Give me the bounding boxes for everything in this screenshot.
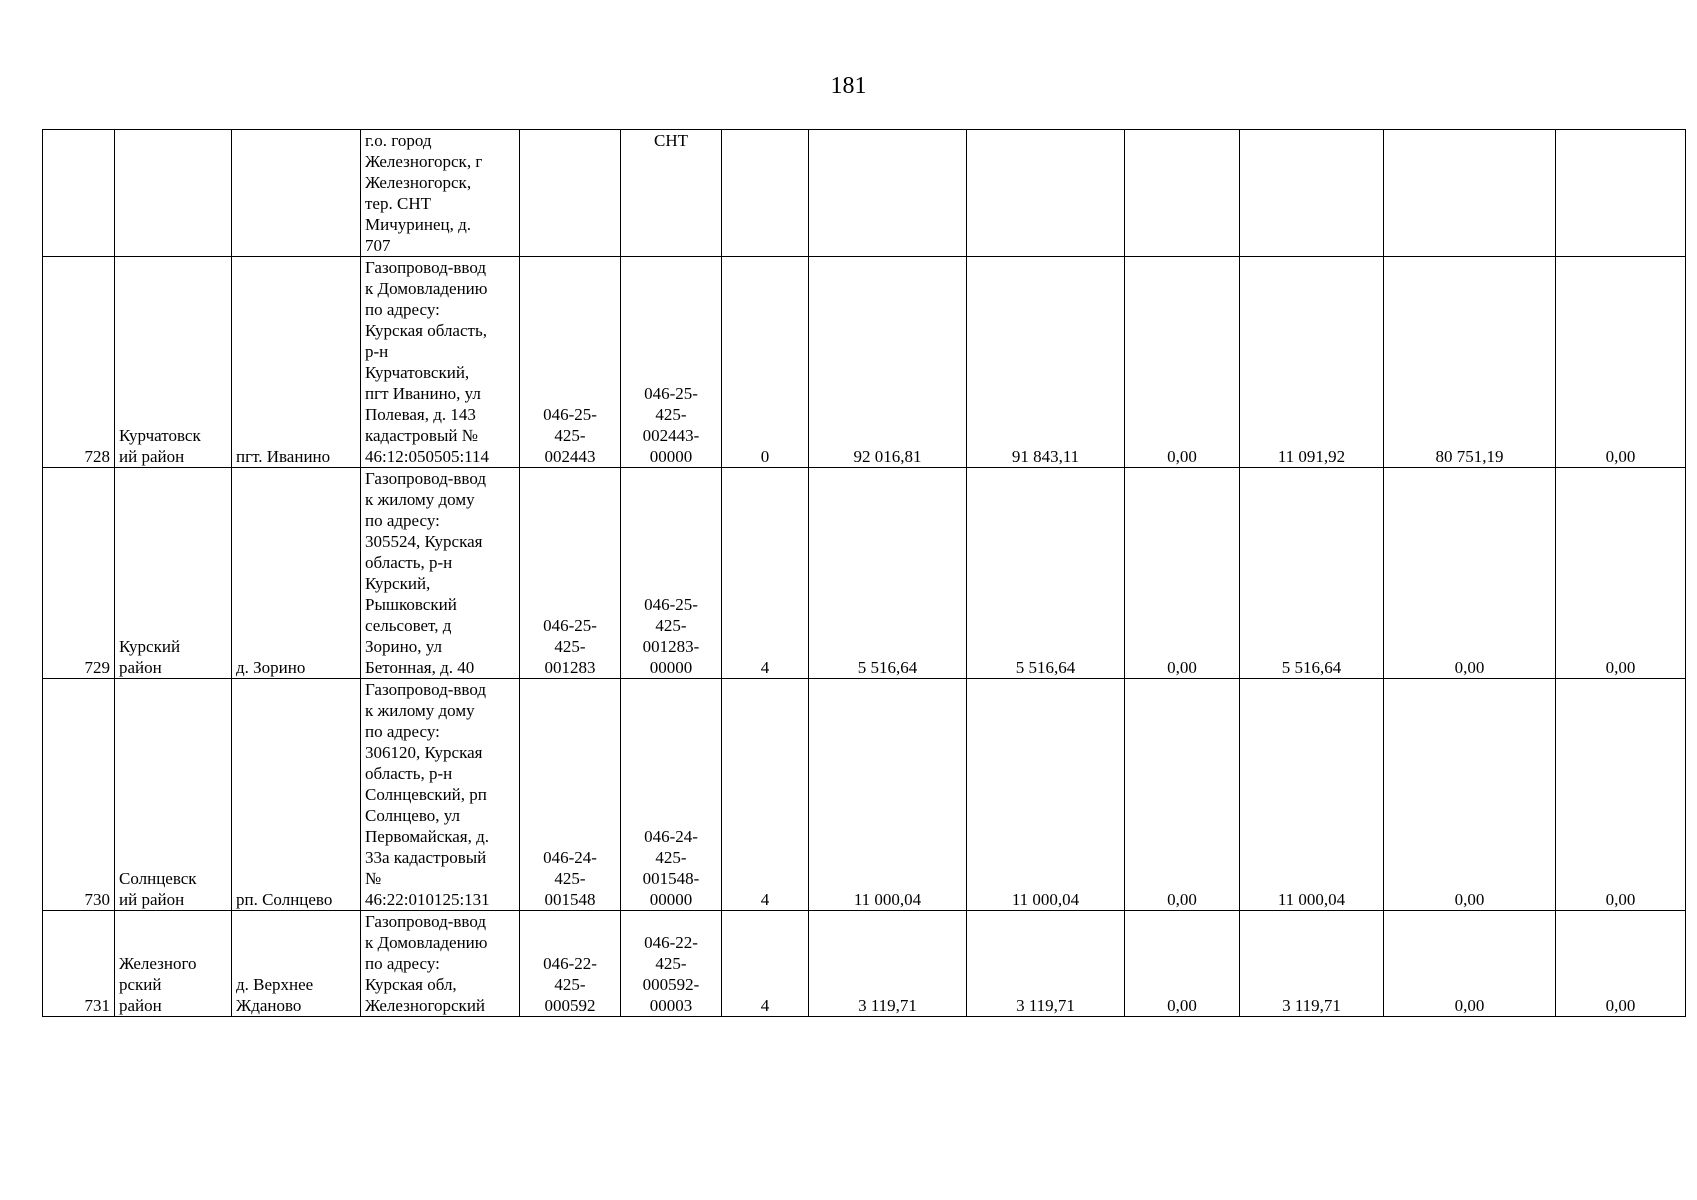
value-cell-7-text: 4 — [760, 890, 770, 909]
value-cell-11-text: 11 091,92 — [1277, 447, 1346, 466]
value-cell-8 — [809, 679, 967, 911]
inventory-code-cell — [621, 130, 722, 257]
value-cell-11-text: 11 000,04 — [1277, 890, 1346, 909]
value-cell-9-text: 91 843,11 — [1011, 447, 1080, 466]
value-cell-12-text: 80 751,19 — [1435, 447, 1504, 466]
row-number-cell — [43, 911, 115, 1017]
inventory-code-cell — [621, 468, 722, 679]
settlement-cell — [232, 468, 361, 679]
value-cell-13 — [1556, 257, 1686, 468]
value-cell-7-text: 4 — [760, 658, 770, 677]
value-cell-11-text: 3 119,71 — [1282, 996, 1341, 1015]
value-cell-10-text: 0,00 — [1167, 996, 1197, 1015]
object-description-cell — [361, 911, 520, 1017]
value-cell-13-text: 0,00 — [1605, 996, 1636, 1015]
settlement-cell-text: рп. Солнцево — [236, 890, 333, 909]
district-cell-text: Солнцевск ий район — [119, 869, 197, 909]
object-description-cell — [361, 679, 520, 911]
value-cell-13-text: 0,00 — [1605, 890, 1636, 909]
value-cell-8 — [809, 257, 967, 468]
settlement-cell — [232, 911, 361, 1017]
value-cell-12-text: 0,00 — [1454, 890, 1485, 909]
object-code-cell — [520, 679, 621, 911]
row-number-cell-text: 729 — [84, 658, 110, 677]
district-cell-text: Курский район — [119, 637, 181, 677]
value-cell-13 — [1556, 911, 1686, 1017]
page-number: 181 — [830, 73, 867, 99]
district-cell-text: Курчатовск ий район — [119, 426, 201, 466]
value-cell-7 — [722, 911, 809, 1017]
object-description-cell-text: Газопровод-ввод к Домовладению по адресу: Курская область, р-н Курчатовский, пгт Иванино, ул Полевая, д. 143 кадастровый № 46:12:050505:114 — [365, 258, 490, 466]
settlement-cell-text: пгт. Иванино — [236, 447, 331, 466]
value-cell-10-text: 0,00 — [1167, 890, 1197, 909]
value-cell-12 — [1384, 468, 1556, 679]
row-number-cell — [43, 130, 115, 257]
value-cell-8 — [809, 130, 967, 257]
value-cell-11 — [1240, 468, 1384, 679]
value-cell-10 — [1125, 257, 1240, 468]
district-cell — [115, 911, 232, 1017]
inventory-code-cell-text: 046-25- 425- 001283- 00000 — [642, 595, 700, 677]
value-cell-11 — [1240, 257, 1384, 468]
value-cell-9 — [967, 130, 1125, 257]
row-number-cell — [43, 468, 115, 679]
value-cell-8 — [809, 468, 967, 679]
value-cell-10 — [1125, 911, 1240, 1017]
value-cell-11-text: 5 516,64 — [1281, 658, 1342, 677]
value-cell-9-text: 5 516,64 — [1015, 658, 1076, 677]
value-cell-9 — [967, 468, 1125, 679]
value-cell-12-text: 0,00 — [1454, 658, 1485, 677]
object-description-cell — [361, 257, 520, 468]
inventory-code-cell-text: 046-25- 425- 002443- 00000 — [642, 384, 700, 466]
table-row — [43, 257, 1686, 468]
object-description-cell-text: Газопровод-ввод к жилому дому по адресу: 305524, Курская область, р-н Курский, Рышковский сельсовет, д Зорино, ул Бетонная, д. 40 — [365, 469, 486, 677]
inventory-code-cell — [621, 257, 722, 468]
value-cell-10 — [1125, 130, 1240, 257]
object-code-cell-text: 046-25- 425- 002443 — [543, 405, 597, 466]
row-number-cell-text: 730 — [84, 890, 110, 909]
value-cell-11 — [1240, 130, 1384, 257]
inventory-code-cell-text: 046-24- 425- 001548- 00000 — [642, 827, 700, 909]
district-cell — [115, 257, 232, 468]
object-code-cell-text: 046-25- 425- 001283 — [543, 616, 597, 677]
row-number-cell-text: 728 — [84, 447, 110, 466]
value-cell-8 — [809, 911, 967, 1017]
value-cell-7 — [722, 468, 809, 679]
value-cell-10-text: 0,00 — [1167, 447, 1197, 466]
settlement-cell — [232, 257, 361, 468]
value-cell-9 — [967, 679, 1125, 911]
value-cell-7-text: 4 — [760, 996, 770, 1015]
value-cell-7 — [722, 679, 809, 911]
inventory-code-cell — [621, 911, 722, 1017]
value-cell-10 — [1125, 679, 1240, 911]
settlement-cell — [232, 679, 361, 911]
value-cell-13 — [1556, 679, 1686, 911]
district-cell-text: Железного рский район — [119, 954, 197, 1015]
value-cell-12 — [1384, 130, 1556, 257]
value-cell-12 — [1384, 257, 1556, 468]
table-row — [43, 130, 1686, 257]
value-cell-13 — [1556, 130, 1686, 257]
settlement-cell-text: д. Верхнее Жданово — [236, 975, 314, 1015]
value-cell-9 — [967, 911, 1125, 1017]
district-cell — [115, 679, 232, 911]
row-number-cell — [43, 679, 115, 911]
value-cell-11 — [1240, 911, 1384, 1017]
object-code-cell-text: 046-24- 425- 001548 — [543, 848, 597, 909]
object-code-cell — [520, 130, 621, 257]
value-cell-12-text: 0,00 — [1454, 996, 1485, 1015]
value-cell-8-text: 92 016,81 — [853, 447, 922, 466]
value-cell-8-text: 11 000,04 — [853, 890, 922, 909]
object-description-cell — [361, 130, 520, 257]
table-row — [43, 911, 1686, 1017]
settlement-cell-text: д. Зорино — [236, 658, 306, 677]
value-cell-7 — [722, 257, 809, 468]
value-cell-11 — [1240, 679, 1384, 911]
object-code-cell — [520, 468, 621, 679]
object-description-cell-text: Газопровод-ввод к Домовладению по адресу: Курская обл, Железногорский — [365, 912, 488, 1015]
object-description-cell-text: Газопровод-ввод к жилому дому по адресу: 306120, Курская область, р-н Солнцевский, рп Солнцево, ул Первомайская, д. 33а кадастровый № 46:22:010125:131 — [365, 680, 490, 909]
value-cell-12 — [1384, 911, 1556, 1017]
district-cell — [115, 468, 232, 679]
value-cell-13-text: 0,00 — [1605, 447, 1636, 466]
object-code-cell — [520, 911, 621, 1017]
value-cell-12 — [1384, 679, 1556, 911]
value-cell-13-text: 0,00 — [1605, 658, 1636, 677]
row-number-cell — [43, 257, 115, 468]
inventory-code-cell-text: СНТ — [654, 131, 688, 150]
settlement-cell — [232, 130, 361, 257]
value-cell-9 — [967, 257, 1125, 468]
table-row — [43, 468, 1686, 679]
object-code-cell — [520, 257, 621, 468]
value-cell-10 — [1125, 468, 1240, 679]
row-number-cell-text: 731 — [84, 996, 110, 1015]
value-cell-8-text: 5 516,64 — [857, 658, 918, 677]
table-body — [43, 130, 1686, 1017]
value-cell-10-text: 0,00 — [1167, 658, 1197, 677]
district-cell — [115, 130, 232, 257]
value-cell-7 — [722, 130, 809, 257]
object-description-cell — [361, 468, 520, 679]
inventory-code-cell — [621, 679, 722, 911]
object-description-cell-text: г.о. город Железногорск, г Железногорск, тер. СНТ Мичуринец, д. 707 — [365, 131, 483, 255]
value-cell-8-text: 3 119,71 — [858, 996, 917, 1015]
table-row — [43, 679, 1686, 911]
value-cell-7-text: 0 — [760, 447, 770, 466]
value-cell-9-text: 11 000,04 — [1011, 890, 1080, 909]
object-code-cell-text: 046-22- 425- 000592 — [543, 954, 597, 1015]
inventory-code-cell-text: 046-22- 425- 000592- 00003 — [642, 933, 700, 1015]
value-cell-9-text: 3 119,71 — [1016, 996, 1075, 1015]
value-cell-13 — [1556, 468, 1686, 679]
data-table — [42, 129, 1686, 1017]
